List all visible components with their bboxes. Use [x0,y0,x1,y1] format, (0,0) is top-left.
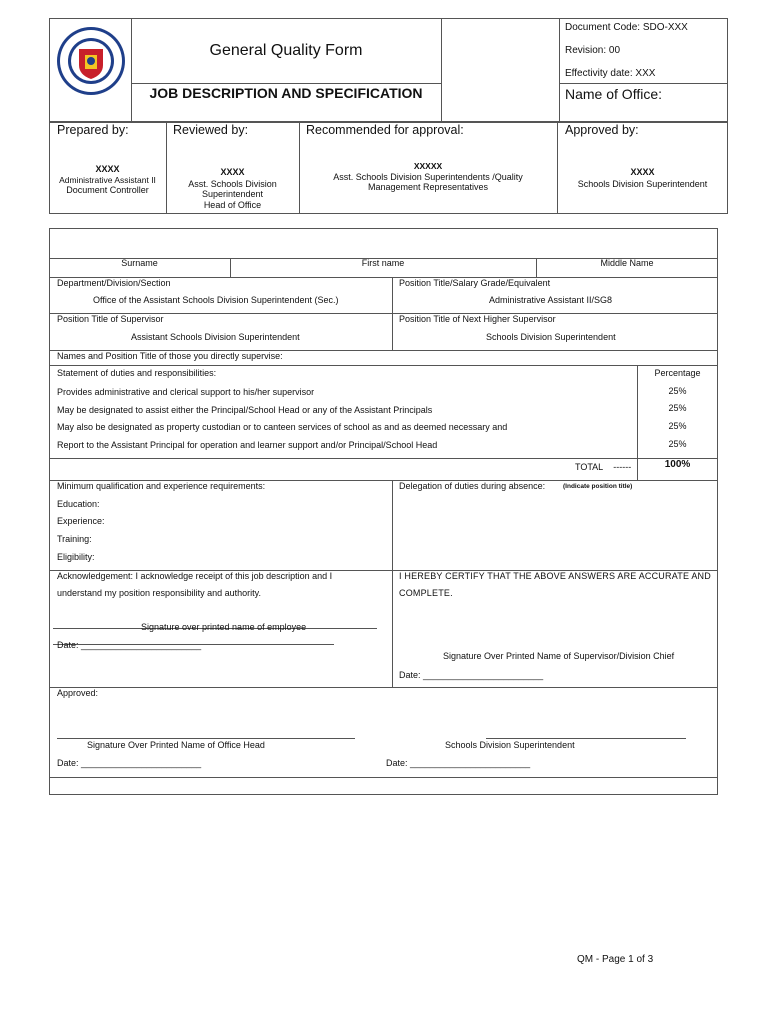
total-label: TOTAL ------ [575,462,632,472]
percentage-label: Percentage [654,368,701,378]
supervisor-label: Position Title of Supervisor [57,314,164,324]
approved-by-title: Schools Division Superintendent [577,179,708,189]
approved-by-label: Approved by: [565,123,639,137]
page-number: QM - Page 1 of 3 [577,954,654,965]
approved-by-name: XXXX [630,167,655,177]
acknowledgement-line1: Acknowledgement: I acknowledge receipt of this job description and I [57,571,333,581]
sds-signature-line [486,738,686,739]
total-value: 100% [664,459,691,470]
form-subtitle: JOB DESCRIPTION AND SPECIFICATION [149,85,423,101]
employee-signature-caption: Signature over printed name of employee [141,622,307,632]
certify-line1: I HEREBY CERTIFY THAT THE ABOVE ANSWERS ARE ACCURATE AND [399,571,711,581]
duty-item: Report to the Assistant Principal for operation and learner support and/or Principal/School Head [57,440,438,450]
recommended-name: XXXXX [413,161,443,171]
duty-item: May be designated to assist either the Principal/School Head or any of the Assistant Principals [57,405,433,415]
office-head-signature-line [57,738,355,739]
prepared-by-role: Document Controller [66,185,149,195]
duties-label: Statement of duties and responsibilities: [57,368,217,378]
prepared-by-name: XXXX [95,164,120,174]
experience-label: Experience: [57,516,105,526]
duty-pct: 25% [668,421,687,431]
document-code: Document Code: SDO-XXX [565,22,688,33]
recommended-title: Asst. Schools Division Superintendents /Quality [333,172,523,182]
prepared-by-title: Administrative Assistant II [59,175,156,185]
next-higher-value: Schools Division Superintendent [486,332,616,342]
department-label: Department/Division/Section [57,278,171,288]
recommended-title2: Management Representatives [367,182,489,192]
form-title: General Quality Form [209,42,363,59]
reviewed-by-label: Reviewed by: [173,123,249,137]
duty-pct: 25% [668,403,687,413]
effectivity-date: Effectivity date: XXX [565,68,656,79]
reviewed-by-title: Asst. Schools Division [188,179,277,189]
supervisor-value: Assistant Schools Division Superintendent [131,332,300,342]
duty-pct: 25% [668,386,687,396]
acknowledgement-line2: understand my position responsibility and authority. [57,588,261,598]
prepared-by-label: Prepared by: [57,123,129,137]
first-name-label: First name [361,258,405,268]
office-head-date: Date: ________________________ [57,758,202,768]
sds-signature-caption: Schools Division Superintendent [445,740,575,750]
sds-date: Date: ________________________ [386,758,531,768]
delegation-hint: (Indicate position title) [563,483,633,490]
department-value: Office of the Assistant Schools Division Superintendent (Sec.) [93,295,339,305]
office-head-signature-caption: Signature Over Printed Name of Office Head [87,740,265,750]
revision: Revision: 00 [565,45,621,56]
delegation-label: Delegation of duties during absence: [399,481,546,491]
deped-seal-logo [55,25,127,97]
reviewed-by-name: XXXX [220,167,245,177]
office-name-label: Name of Office: [565,86,663,102]
min-qual-label: Minimum qualification and experience requirements: [57,481,266,491]
supervise-label: Names and Position Title of those you directly supervise: [57,351,283,361]
reviewed-by-role: Head of Office [203,200,262,210]
recommended-label: Recommended for approval: [306,123,464,137]
next-higher-label: Position Title of Next Higher Supervisor [399,314,556,324]
supervisor-signature-caption: Signature Over Printed Name of Supervisor/Division Chief [443,651,675,661]
reviewed-by-title2: Superintendent [201,189,264,199]
employee-date: Date: ________________________ [57,640,202,650]
duty-pct: 25% [668,439,687,449]
middle-name-label: Middle Name [600,258,654,268]
approved-label: Approved: [57,688,99,698]
education-label: Education: [57,499,100,509]
training-label: Training: [57,534,92,544]
certify-line2: COMPLETE. [399,588,453,598]
supervisor-date: Date: ________________________ [399,670,544,680]
duty-item: Provides administrative and clerical support to his/her supervisor [57,387,315,397]
eligibility-label: Eligibility: [57,552,95,562]
duty-item: May also be designated as property custodian or to canteen services of school as and as deemed necessary and [57,422,508,432]
position-label: Position Title/Salary Grade/Equivalent [399,278,551,288]
position-value: Administrative Assistant II/SG8 [489,295,613,305]
surname-label: Surname [121,258,158,268]
